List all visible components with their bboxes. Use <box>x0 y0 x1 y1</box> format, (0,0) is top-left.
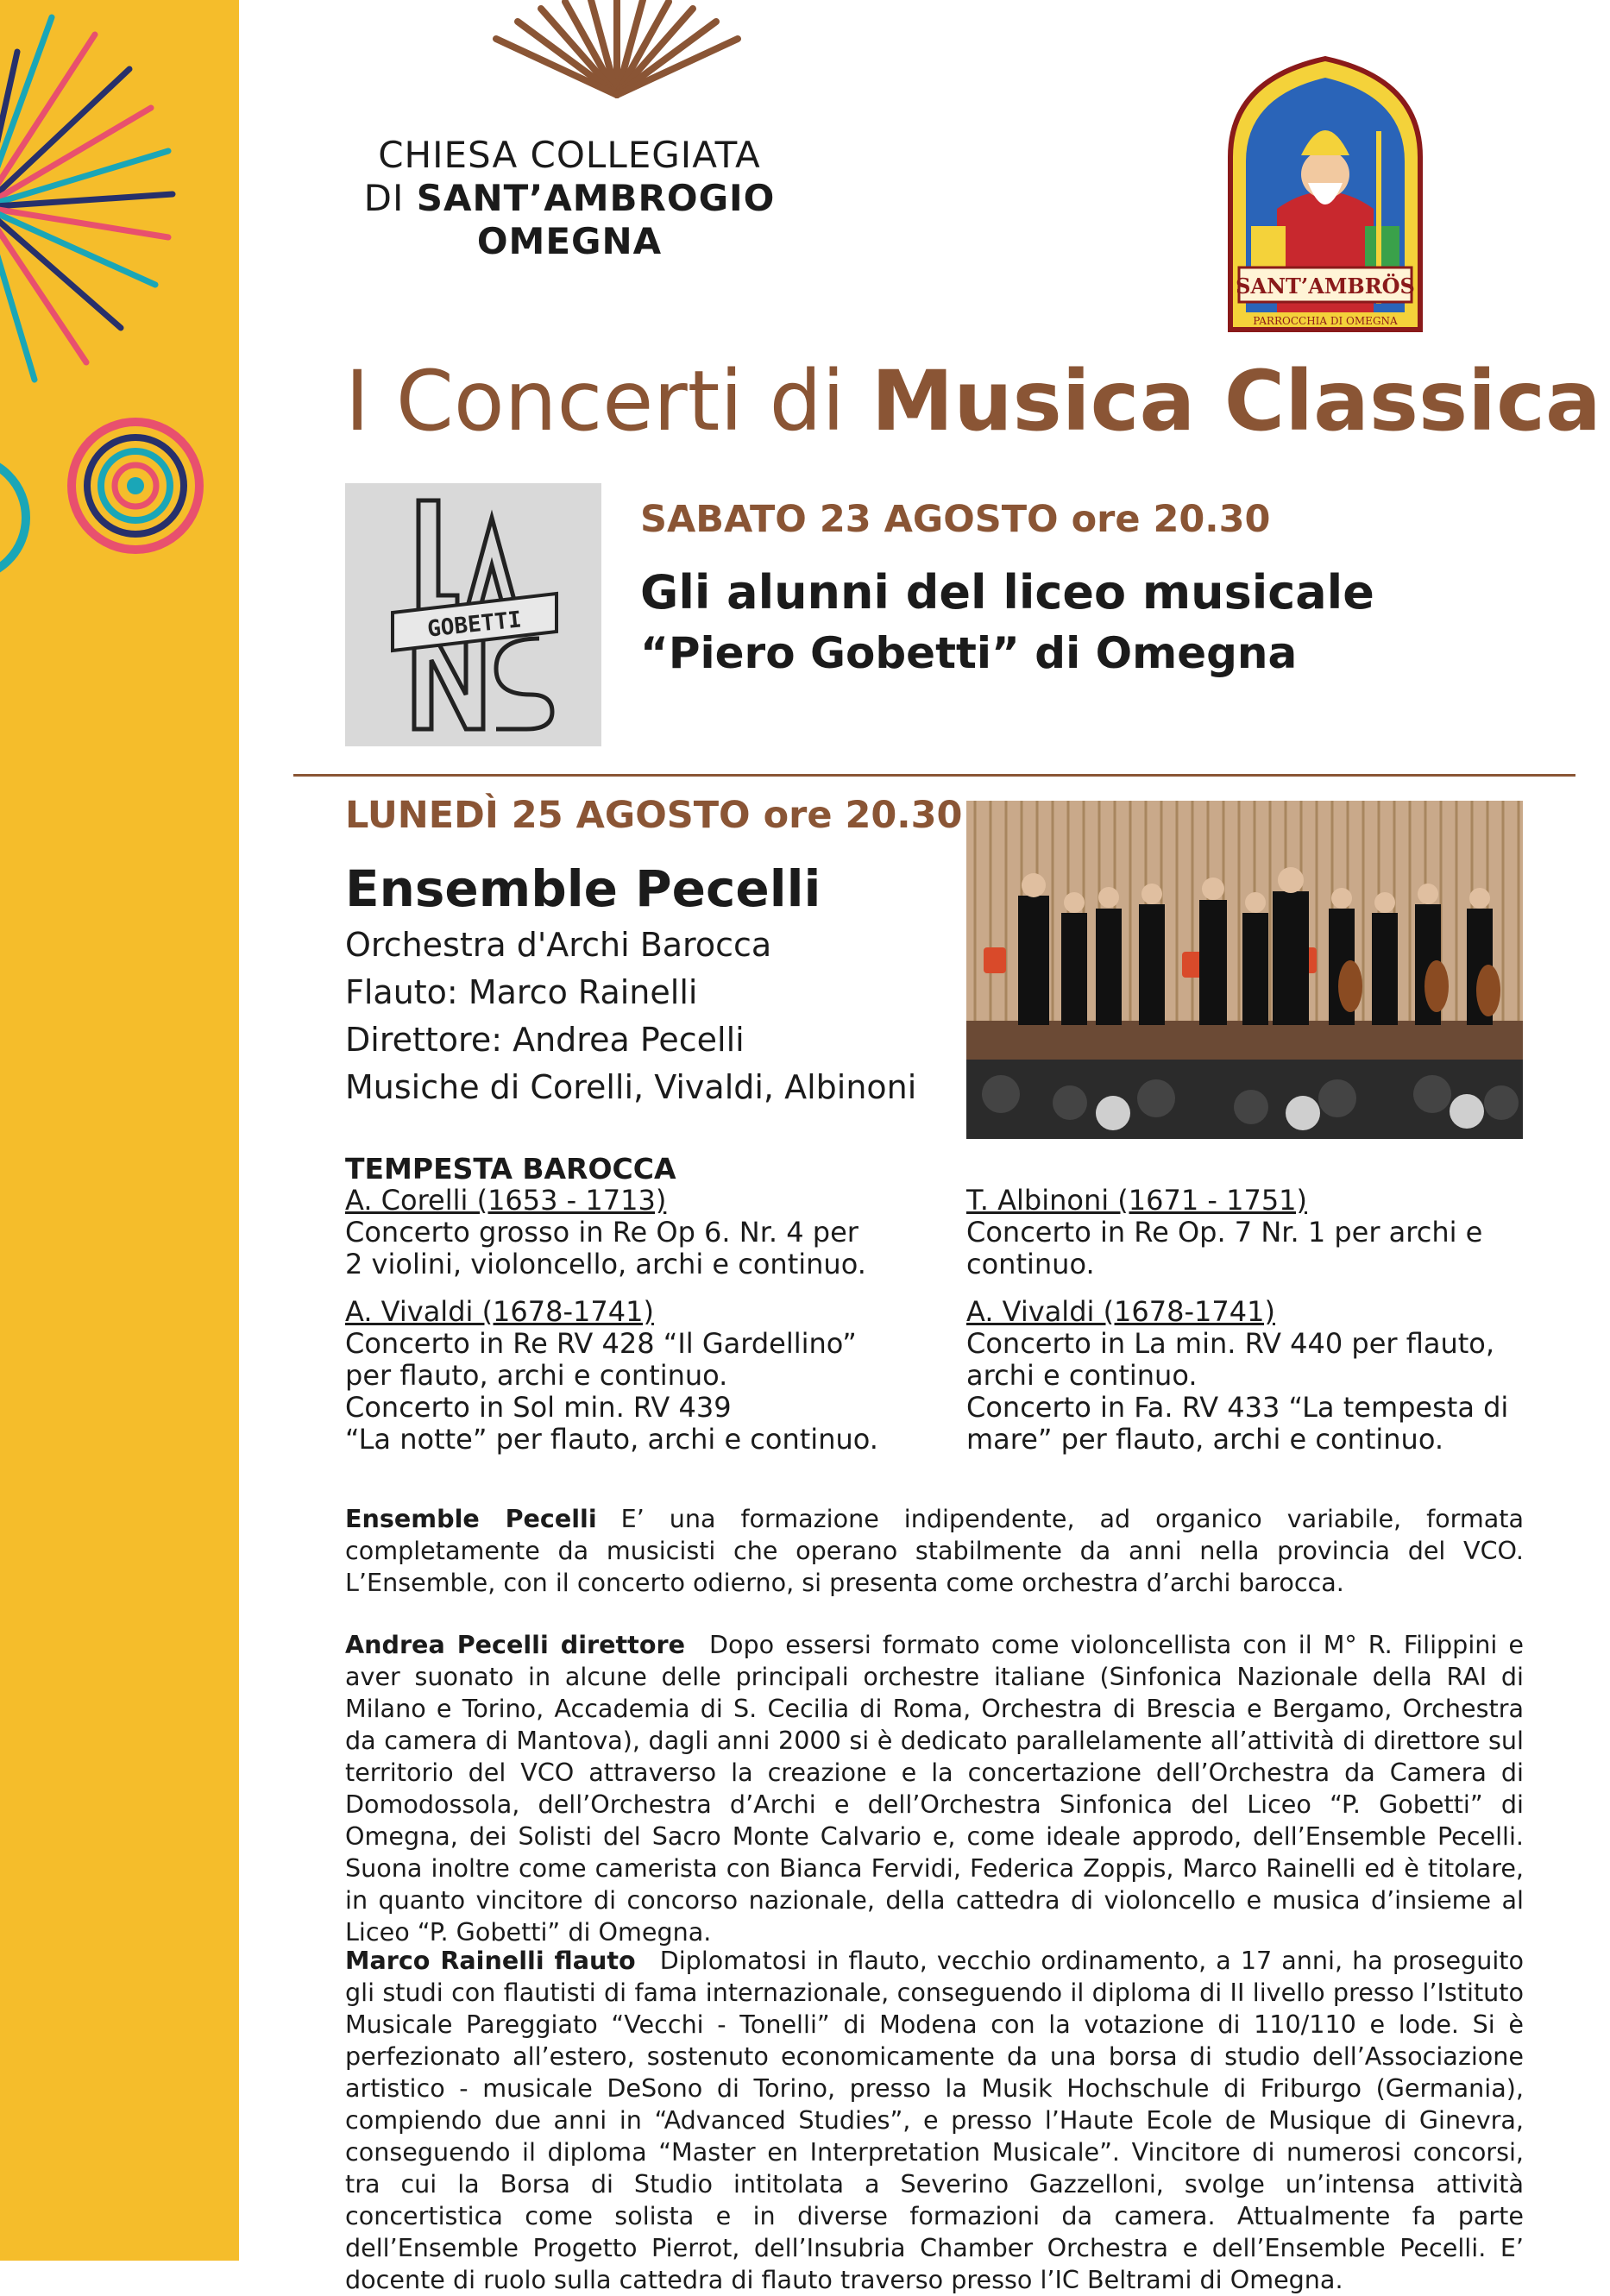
program-piece-line: Concerto in La min. RV 440 per flauto, <box>966 1327 1495 1360</box>
bio-text: E’ una formazione indipendente, ad organico variabile, formata completamente da musicisti che operano stabilmente da anni nella provincia del VCO. L’Ensemble, con il concerto odierno, si presenta come orchestra d’archi barocca. <box>345 1504 1524 1597</box>
program-piece-line: “La notte” per flauto, archi e continuo. <box>345 1423 878 1456</box>
parish-badge-logo <box>1225 53 1425 338</box>
program-right-column <box>966 1185 1527 1456</box>
program-piece-line: Concerto grosso in Re Op 6. Nr. 4 per <box>345 1216 858 1249</box>
church-name-bold: SANT’AMBROGIO <box>416 177 776 219</box>
program-composer: A. Vivaldi (1678-1741) <box>345 1295 654 1328</box>
badge-title: SANT’AMBRÖS <box>1236 274 1415 299</box>
event2-subtitle: Direttore: Andrea Pecelli <box>345 1021 745 1059</box>
bio-name: Andrea Pecelli direttore <box>345 1630 685 1659</box>
event2-subtitle: Musiche di Corelli, Vivaldi, Albinoni <box>345 1068 917 1106</box>
event2-title: Ensemble Pecelli <box>345 859 821 918</box>
church-name-prefix: DI <box>363 177 417 219</box>
program-piece-line: per flauto, archi e continuo. <box>345 1359 728 1392</box>
program-composer: A. Vivaldi (1678-1741) <box>966 1295 1275 1328</box>
program-composer: A. Corelli (1653 - 1713) <box>345 1184 667 1217</box>
program-composer: T. Albinoni (1671 - 1751) <box>966 1184 1308 1217</box>
badge-subtitle: PARROCCHIA DI OMEGNA <box>1253 315 1398 327</box>
program-left-column <box>345 1185 906 1456</box>
program-piece-line: Concerto in Fa. RV 433 “La tempesta di <box>966 1391 1509 1424</box>
program-heading: TEMPESTA BAROCCA <box>345 1152 676 1186</box>
event2-subtitle: Orchestra d'Archi Barocca <box>345 926 772 964</box>
bio-flautist <box>345 1945 1524 2296</box>
event1-date: SABATO 23 AGOSTO ore 20.30 <box>640 498 1271 541</box>
liceo-logo <box>345 483 601 746</box>
sunburst-decoration <box>479 0 755 104</box>
bio-name: Marco Rainelli flauto <box>345 1946 636 1975</box>
event1-title-line1: Gli alunni del liceo musicale <box>640 565 1374 620</box>
church-name-line1: CHIESA COLLEGIATA <box>378 134 761 176</box>
main-title-bold: Musica Classica <box>871 353 1601 450</box>
program-piece-line: continuo. <box>966 1248 1095 1280</box>
liceo-logo-text: GOBETTI <box>425 607 523 643</box>
church-name-line2 <box>345 177 794 220</box>
program-piece-line: archi e continuo. <box>966 1359 1198 1392</box>
main-title <box>345 349 1601 453</box>
decorative-sidebar <box>0 0 239 2261</box>
program-piece-line: Concerto in Re RV 428 “Il Gardellino” <box>345 1327 857 1360</box>
program-piece-line: 2 violini, violoncello, archi e continuo. <box>345 1248 866 1280</box>
bio-director <box>345 1629 1524 1948</box>
bio-text: Diplomatosi in flauto, vecchio ordinamento, a 17 anni, ha proseguito gli studi con flautisti di fama internazionale, conseguendo il diploma di II livello presso l’Istituto Musicale Pareggiato “Vecchi - Tonelli” di Modena con la votazione di 110/110 e lode. Si è perfezionato all’estero, sostenuto economicamente da una borsa di studio dell’Associazione artistico - musicale DeSono di Torino, presso la Musik Hochschule di Friburgo (Germania), compiendo due anni in “Advanced Studies”, e presso l’Haute Ecole de Musique di Ginevra, conseguendo il diploma “Master en Interpretation Musicale”. Vincitore di numerosi concorsi, tra cui la Borsa di Studio intitolata a Severino Gazzelloni, svolge un’intensa attività concertistica come solista e in diverse formazioni da camera. Attualmente fa parte dell’Ensemble Progetto Pierrot, dell’Insubria Chamber Orchestra e dell’Ensemble Pecelli. E’ docente di ruolo sulla cattedra di flauto traverso presso l’IC Beltrami di Omegna. <box>345 1946 1524 2294</box>
main-title-regular: I Concerti di <box>345 353 871 450</box>
bio-ensemble <box>345 1503 1524 1599</box>
bio-name: Ensemble Pecelli <box>345 1504 597 1533</box>
bio-text: Dopo essersi formato come violoncellista con il M° R. Filippini e aver suonato in alcune delle principali orchestre italiane (Sinfonica Nazionale della RAI di Milano e Torino, Accademia di S. Cecilia di Roma, Orchestra di Brescia e Bergamo, Orchestra da camera di Mantova), dagli anni 2000 si è dedicato parallelamente all’attività di direttore sul territorio del VCO attraverso la creazione e la concertazione dell’Orchestra da Camera di Domodossola, dell’Orchestra d’Archi e dell’Orchestra Sinfonica del Liceo “P. Gobetti” di Omegna, dei Solisti del Sacro Monte Calvario e, come ideale approdo, dell’Ensemble Pecelli. Suona inoltre come camerista con Bianca Fervidi, Federica Zoppis, Marco Rainelli ed è titolare, in quanto vincitore di concorso nazionale, della cattedra di violoncello e musica d’insieme al Liceo “P. Gobetti” di Omegna. <box>345 1630 1525 1947</box>
section-divider <box>293 774 1575 777</box>
program-piece-line: mare” per flauto, archi e continuo. <box>966 1423 1444 1456</box>
fireworks-decoration <box>0 0 239 2261</box>
event2-subtitle: Flauto: Marco Rainelli <box>345 973 698 1011</box>
event2-date: LUNEDÌ 25 AGOSTO ore 20.30 <box>345 794 963 837</box>
event1-title-line2: “Piero Gobetti” di Omegna <box>640 628 1298 678</box>
church-name-line3: OMEGNA <box>476 220 663 262</box>
program-piece-line: Concerto in Re Op. 7 Nr. 1 per archi e <box>966 1216 1483 1249</box>
orchestra-photo <box>966 801 1523 1139</box>
program-piece-line: Concerto in Sol min. RV 439 <box>345 1391 732 1424</box>
